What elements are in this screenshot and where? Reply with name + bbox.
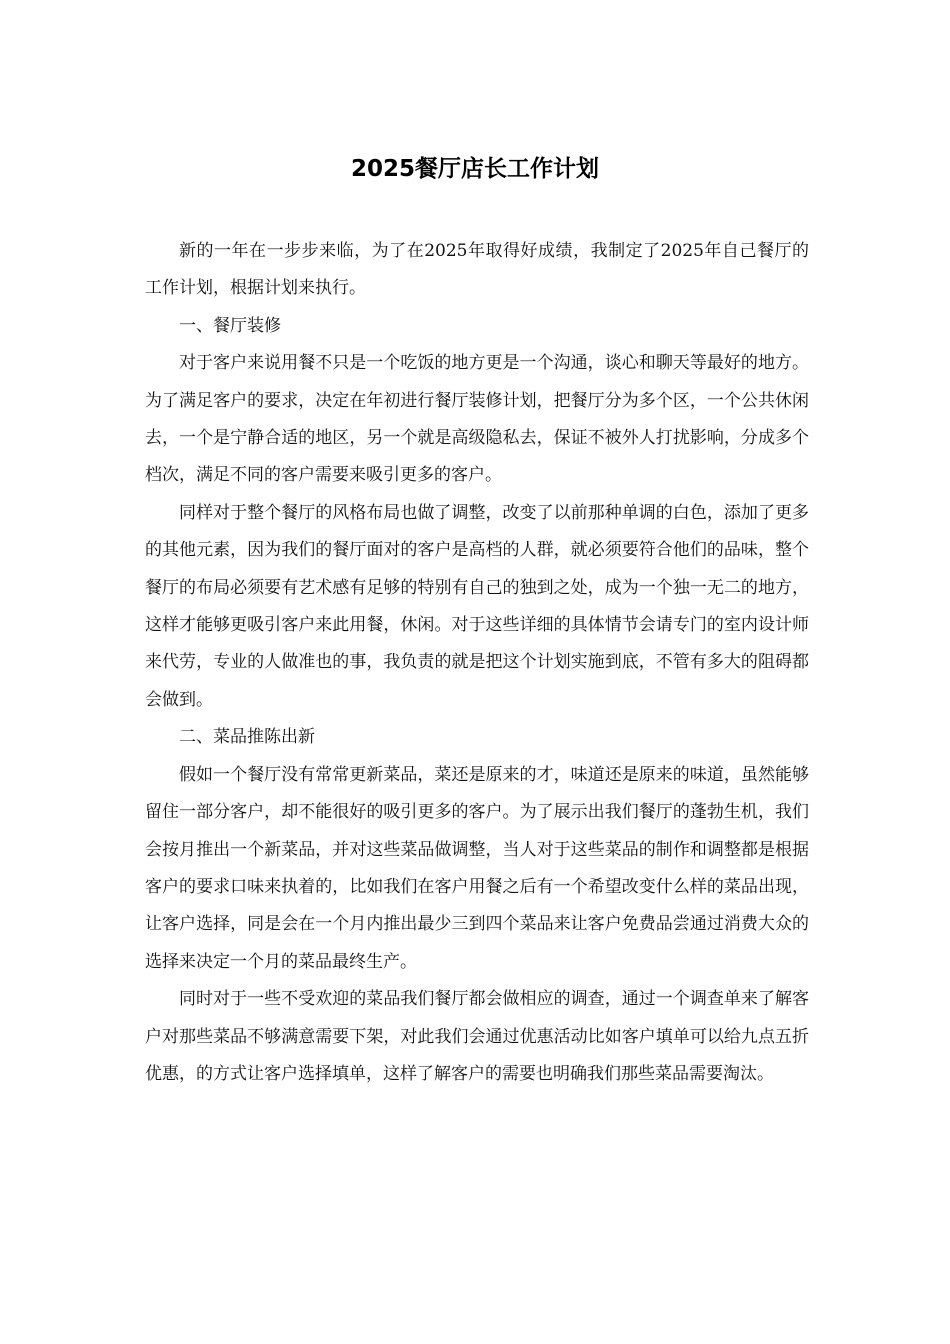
paragraph-new-dishes: 假如一个餐厅没有常常更新菜品，菜还是原来的才，味道还是原来的味道，虽然能够留住一部分客户，却不能很好的吸引更多的客户。为了展示出我们餐厅的蓬勃生机，我们会按月推出一个新菜品，并对这些菜品做调整，当人对于这些菜品的制作和调整都是根据客户的要求口味来执着的，比如我们在客户用餐之后有一个希望改变什么样的菜品出现，让客户选择，同是会在一个月内推出最少三到四个菜品来让客户免费品尝通过消费大众的选择来决定一个月的菜品最终生产。	[145, 764, 809, 972]
paragraph-intro: 新的一年在一步步来临，为了在2025年取得好成绩，我制定了2025年自己餐厅的工作计划，根据计划来执行。	[145, 241, 809, 299]
document-title: 2025餐厅店长工作计划	[350, 156, 599, 182]
paragraph-renovation-style: 同样对于整个餐厅的风格布局也做了调整，改变了以前那种单调的白色，添加了更多的其他元素，因为我们的餐厅面对的客户是高档的人群，就必须要符合他们的品味，整个餐厅的布局必须要有艺术感有足够的特别有自己的独到之处，成为一个独一无二的地方，这样才能够更吸引客户来此用餐，休闲。对于这些详细的具体情节会请专门的室内设计师来代劳，专业的人做准也的事，我负责的就是把这个计划实施到底，不管有多大的阻碍都会做到。	[145, 502, 809, 710]
paragraph-dish-survey: 同时对于一些不受欢迎的菜品我们餐厅都会做相应的调查，通过一个调查单来了解客户对那些菜品不够满意需要下架，对此我们会通过优惠活动比如客户填单可以给九点五折优惠，的方式让客户选择填单，这样了解客户的需要也明确我们那些菜品需要淘汰。	[145, 989, 809, 1084]
section-heading-dishes: 二、菜品推陈出新	[179, 727, 315, 748]
document-body	[145, 233, 809, 1093]
paragraph-renovation-zones: 对于客户来说用餐不只是一个吃饭的地方更是一个沟通，谈心和聊天等最好的地方。为了满足客户的要求，决定在年初进行餐厅装修计划，把餐厅分为多个区，一个公共休闲去，一个是宁静合适的地区，另一个就是高级隐私去，保证不被外人打扰影响，分成多个档次，满足不同的客户需要来吸引更多的客户。	[145, 353, 809, 486]
section-heading-renovation: 一、餐厅装修	[179, 315, 281, 336]
